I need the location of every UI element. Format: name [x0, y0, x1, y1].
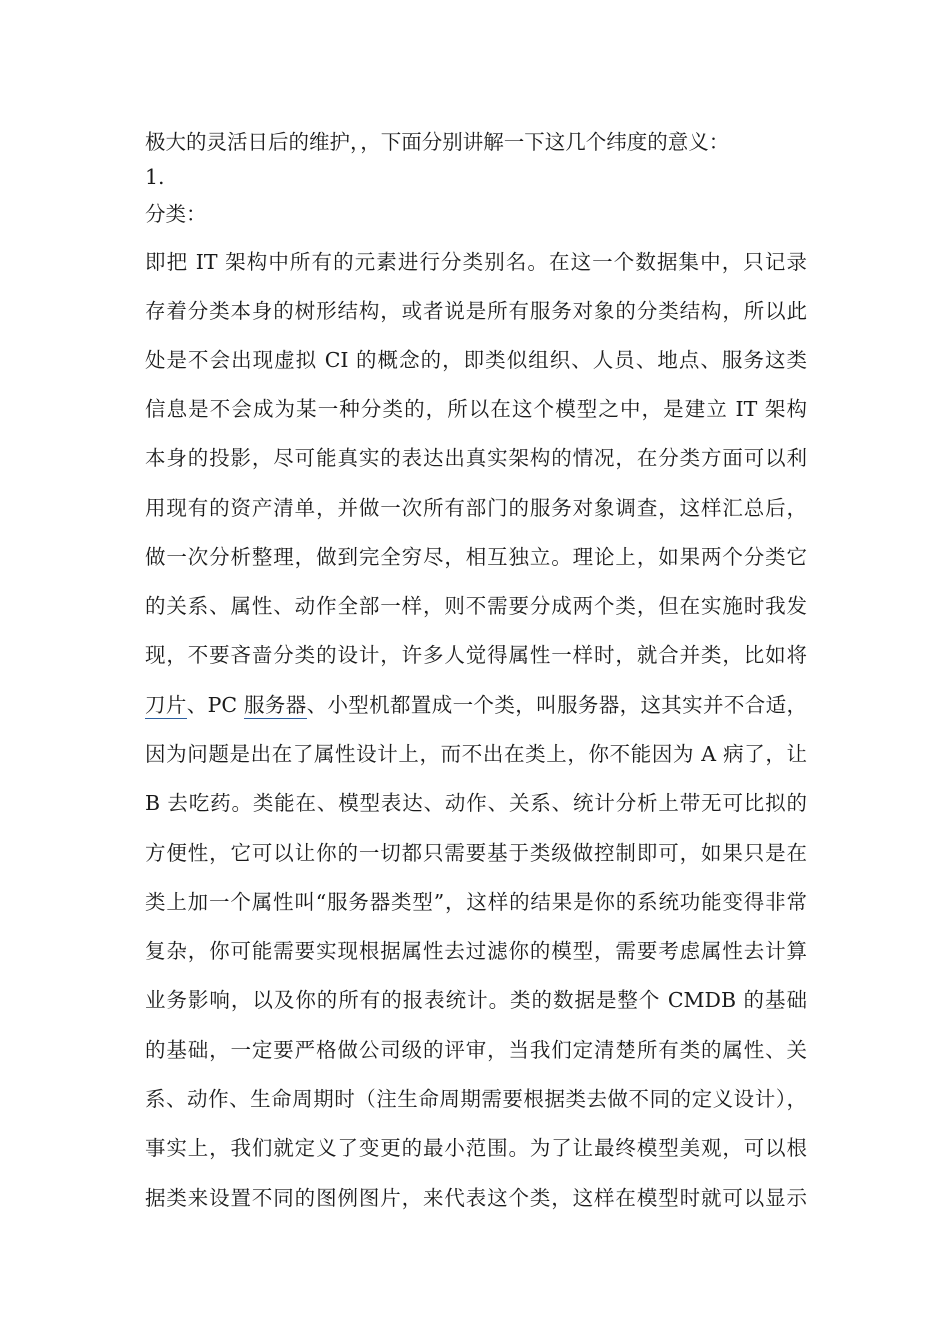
paragraph-line: 做一次分析整理，做到完全穷尽，相互独立。理论上，如果两个分类它	[145, 545, 807, 569]
paragraph-line: 现，不要吝啬分类的设计，许多人觉得属性一样时，就合并类，比如将	[145, 643, 807, 667]
paragraph-line: 即把 IT 架构中所有的元素进行分类别名。在这一个数据集中，只记录	[145, 250, 807, 274]
intro-text: 极大的灵活日后的维护，，下面分别讲解一下这几个纬度的意义：	[145, 130, 730, 154]
paragraph-line: 本身的投影，尽可能真实的表达出真实架构的情况，在分类方面可以利	[145, 446, 807, 470]
paragraph-line: B 去吃药。类能在、模型表达、动作、关系、统计分析上带无可比拟的	[145, 791, 807, 815]
paragraph-line: 处是不会出现虚拟 CI 的概念的，即类似组织、人员、地点、服务这类	[145, 348, 807, 372]
paragraph-line: 的基础，一定要严格做公司级的评审，当我们定清楚所有类的属性、关	[145, 1038, 807, 1062]
paragraph-line: 系、动作、生命周期时（注生命周期需要根据类去做不同的定义设计），	[145, 1087, 807, 1111]
paragraph-line: 用现有的资产清单，并做一次所有部门的服务对象调查，这样汇总后，	[145, 496, 807, 520]
paragraph-line: 因为问题是出在了属性设计上，而不出在类上，你不能因为 A 病了，让	[145, 742, 807, 766]
list-number: 1.	[145, 165, 165, 189]
paragraph-line: 存着分类本身的树形结构，或者说是所有服务对象的分类结构，所以此	[145, 299, 807, 323]
link-separator: 、PC	[186, 693, 244, 717]
paragraph-line: 复杂，你可能需要实现根据属性去过滤你的模型，需要考虑属性去计算	[145, 939, 807, 963]
link-server[interactable]: 服务器	[243, 693, 307, 717]
link-blade[interactable]: 刀片	[145, 693, 187, 717]
paragraph-line: 业务影响，以及你的所有的报表统计。类的数据是整个 CMDB 的基础	[145, 988, 807, 1012]
link-line-rest: 、小型机都置成一个类，叫服务器，这其实并不合适，	[306, 693, 808, 717]
paragraph-line: 类上加一个属性叫“服务器类型”，这样的结果是你的系统功能变得非常	[145, 890, 807, 914]
paragraph-line: 的关系、属性、动作全部一样，则不需要分成两个类，但在实施时我发	[145, 594, 807, 618]
paragraph-line-with-links	[145, 691, 807, 719]
paragraph-line: 方便性，它可以让你的一切都只需要基于类级做控制即可，如果只是在	[145, 841, 807, 865]
paragraph-line: 信息是不会成为某一种分类的，所以在这个模型之中，是建立 IT 架构	[145, 397, 807, 421]
section-title: 分类：	[145, 202, 207, 226]
paragraph-line: 事实上，我们就定义了变更的最小范围。为了让最终模型美观，可以根	[145, 1136, 807, 1160]
paragraph-line: 据类来设置不同的图例图片，来代表这个类，这样在模型时就可以显示	[145, 1186, 807, 1210]
